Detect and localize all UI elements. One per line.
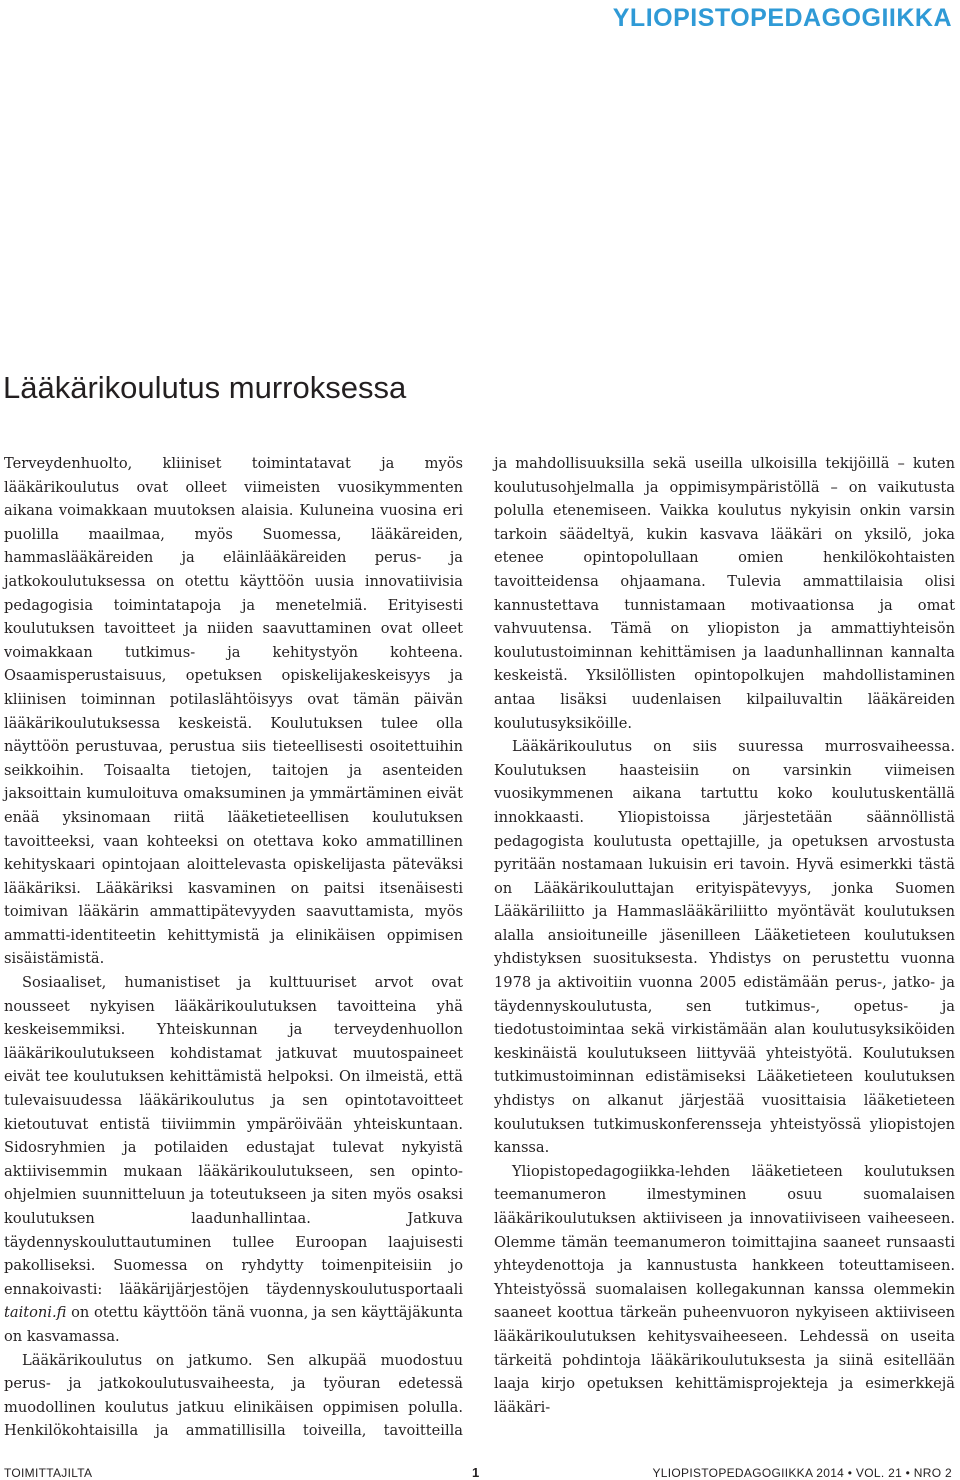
paragraph-text: Sosiaaliset, humanistiset ja kulttuuriset arvot ovat nousseet nykyisen lääkärikoulutuksen tavoitteina yhä keskeisemmiksi. Yhteiskunnan ja terveydenhuollon lääkärikoulutukseen kohdistamat jatkuvat muutospaineet eivät tee koulutuksen kehittämistä helpoksi. On ilmeistä, että tulevaisuudessa lääkärikoulutus ja sen opintotavoitteet kietoutuvat entistä tiiviimmin ympäröivään yhteiskuntaan. Sidosryhmien ja potilaiden edustajat tulevat nykyistä aktiivisemmin mukaan lääkärikoulutukseen, sen opinto-ohjelmien suunnitteluun ja toteutukseen ja siten myös osaksi koulutuksen laadunhallintaa. Jatkuva täydennyskouluttautuminen tullee Euroopan laajuisesti pakolliseksi. Suomessa on ryhdytty toimenpiteisiin jo ennakoivasti: lääkärijärjestöjen täydennyskoulutusportaali [4,974,463,1298]
page-footer [0,1466,960,1480]
article-title: Lääkärikoulutus murroksessa [3,370,407,405]
paragraph-text: ja mahdollisuuksilla sekä useilla ulkoisilla tekijöillä – kuten koulutusohjelmalla ja oppimisympäristöllä – on vaikutusta polulla etenemiseen. Vaikka koulutus nykyisin onkin varsin tarkoin säädeltyä, kukin kasvava lääkäri on yksilö, joka etenee opintopolullaan omien henkilökohtaisten tavoitteidensa ohjaamana. Tulevia ammattilaisia olisi kannustettava tunnistamaan motivaationsa ja omat vahvuutensa. Tämä on yliopiston ja ammattiyhteisön koulutustoiminnan kehittämisen ja laadunhallinnan kannalta keskeistä. Yksilöllisten opintopolkujen mahdollistaminen antaa lisäksi uudenlaisen kilpailuvaltin lääkäreiden koulutusyksiköille. [494,455,955,732]
footer-journal-info: YLIOPISTOPEDAGOGIIKKA 2014 • VOL. 21 • NRO 2 [652,1466,952,1480]
paragraph [494,1160,955,1420]
paragraph [494,452,955,735]
paragraph [494,735,955,1160]
paragraph [4,971,463,1349]
journal-masthead-logo: YLIOPISTOPEDAGOGIIKKA [612,4,952,32]
portal-name: taitoni.fi [4,1304,67,1322]
paragraph-text: on otettu käyttöön tänä vuonna, ja sen käyttäjäkunta on kasvamassa. [4,1304,463,1345]
page-number: 1 [472,1465,480,1480]
paragraph-text: Terveydenhuolto, kliiniset toimintatavat ja myös lääkärikoulutus ovat olleet viimeisten vuosikymmenten aikana voimakkaan muutoksen alaisia. Kuluneina vuosina eri puolilla maailmaa, myös Suomessa, lääkäreiden, hammaslääkäreiden ja eläinlääkäreiden perus- ja jatkokoulutuksessa on otettu käyttöön uusia innovatiivisia pedagogisia toimintatapoja ja menetelmiä. Erityisesti koulutuksen tavoitteet ja niiden saavuttaminen ovat olleet voimakkaan tutkimus- ja kehitystyön kohteena. Osaamisperustaisuus, opetuksen opiskelijakeskeisyys ja kliinisen toiminnan potilaslähtöisyys ovat tämän päivän lääkärikoulutuksessa keskeistä. Koulutuksen tulee olla näyttöön perustuvaa, perustua siis tieteellisesti osoitettuihin seikkoihin. Toisaalta tietojen, taitojen ja asenteiden jaksoittain kumuloituva omaksuminen ja ymmärtäminen eivät enää yksinomaan riitä lääketieteellisen koulutuksen tavoitteeksi, vaan kohteeksi on otettava koko ammatillinen kehityskaari opintojaan aloittelevasta opiskelijasta päteväksi lääkäriksi. Lääkäriksi kasvaminen on paitsi itsenäisesti toimivan lääkärin ammattipätevyyden saavuttamista, myös ammatti-identiteetin kehittymistä ja elinikäisen oppimisen sisäistämistä. [4,455,463,968]
right-text-column [494,452,955,1419]
paragraph-text: Lääkärikoulutus on siis suuressa murrosvaiheessa. Koulutuksen haasteisiin on varsinkin viimeisen vuosikymmenen aikana tartuttu koko koulutuskentällä innokkaasti. Yliopistoissa järjestetään säännöllistä pedagogista koulutusta opettajille, ja opetuksen arvostusta pyritään nostamaan lukuisin eri tavoin. Hyvä esimerkki tästä on Lääkärikouluttajan erityispätevyys, jonka Suomen Lääkäriliitto ja Hammaslääkäriliitto myöntävät koulutuksen alalla ansioituneille jäsenilleen Lääketieteen koulutuksen yhdistyksen suosituksesta. Yhdistys on perustettu vuonna 1978 ja aktivoitiin vuonna 2005 edistämään perus-, jatko- ja täydennyskoulutusta, sen tutkimus-, opetus- ja tiedotustoimintaa sekä virkistämään alan koulutusyksiköiden keskinäistä koulutukseen liittyvää yhteistyötä. Koulutuksen tutkimustoiminnan edistämiseksi Lääketieteen koulutuksen yhdistys on alkanut järjestää vuosittaisia lääketieteen koulutuksen tutkimuskonferensseja yhteistyössä yliopistojen kanssa. [494,738,955,1157]
paragraph [4,1349,463,1443]
left-text-column [4,452,463,1443]
paragraph-text: Yliopistopedagogiikka-lehden lääketieteen koulutuksen teemanumeron ilmestyminen osuu suomalaisen lääkärikoulutuksen aktiiviseen ja innovatiiviseen vaiheeseen. Olemme tämän teemanumeron toimittajina saaneet runsaasti yhteydenottoja ja kannustusta hankkeen toteuttamiseen. Yhteistyössä suomalaisen kollegakunnan kanssa olemmekin saaneet koottua tärkeän puheenvuoron nykyiseen aktiiviseen lääkärikoulutuksen kehitysvaiheeseen. Lehdessä on useita tärkeitä pohdintoja lääkärikoulutuksesta ja siinä esitellään laaja kirjo opetuksen kehittämisprojekteja ja esimerkkejä lääkäri- [494,1162,955,1416]
paragraph-text: Lääkärikoulutus on jatkumo. Sen alkupää muodostuu perus- ja jatkokoulutusvaiheesta, ja työuran edetessä muodollinen koulutus jatkuu elinikäisen oppimisen polulla. Henkilökohtaisilla ja ammatillisilla toiveilla, tavoitteilla [4,1351,463,1440]
footer-section-label: TOIMITTAJILTA [4,1466,93,1480]
paragraph [4,452,463,971]
